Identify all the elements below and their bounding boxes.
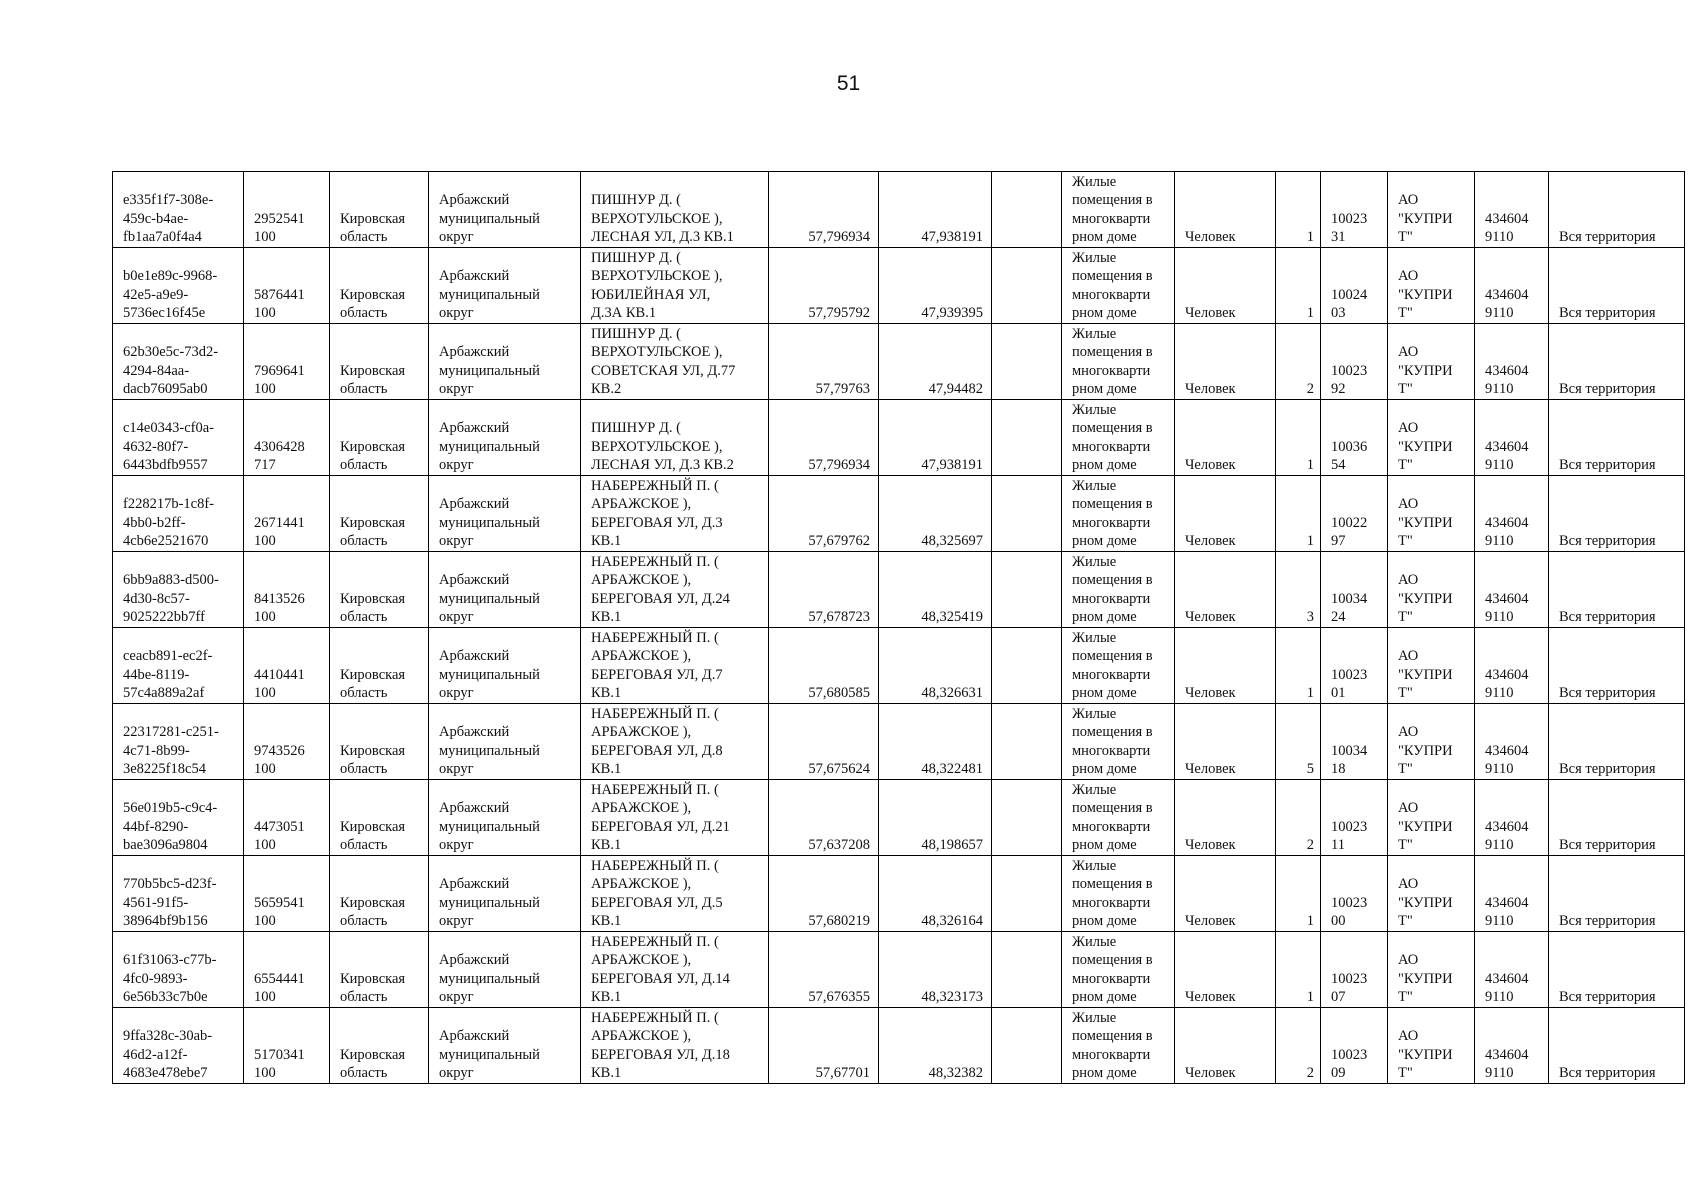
region-cell: Кировская область	[330, 324, 429, 400]
empty-cell	[992, 932, 1062, 1008]
count-cell: 2	[1276, 324, 1321, 400]
count-cell: 1	[1276, 172, 1321, 248]
code-cell: 4306428 717	[244, 400, 330, 476]
district-cell: Арбажский муниципальный округ	[429, 248, 581, 324]
district-cell: Арбажский муниципальный округ	[429, 1008, 581, 1084]
count-cell: 5	[1276, 704, 1321, 780]
object-type-cell: Жилые помещения в многокварти рном доме	[1062, 324, 1175, 400]
code2-cell: 10023 07	[1321, 932, 1388, 1008]
region-cell: Кировская область	[330, 552, 429, 628]
record-id-cell: c14e0343-cf0a- 4632-80f7- 6443bdfb9557	[113, 400, 244, 476]
region-cell: Кировская область	[330, 476, 429, 552]
latitude-cell: 57,679762	[769, 476, 879, 552]
record-id-cell: b0e1e89c-9968- 42e5-a9e9- 5736ec16f45e	[113, 248, 244, 324]
page-number: 51	[836, 72, 861, 95]
record-id-cell: e335f1f7-308e- 459c-b4ae- fb1aa7a0f4a4	[113, 172, 244, 248]
region-cell: Кировская область	[330, 932, 429, 1008]
count-cell: 3	[1276, 552, 1321, 628]
unit-cell: Человек	[1175, 780, 1276, 856]
inn-cell: 434604 9110	[1475, 324, 1549, 400]
longitude-cell: 48,323173	[879, 932, 992, 1008]
empty-cell	[992, 552, 1062, 628]
table-row	[113, 1008, 1685, 1084]
object-type-cell: Жилые помещения в многокварти рном доме	[1062, 172, 1175, 248]
code2-cell: 10034 18	[1321, 704, 1388, 780]
address-cell: НАБЕРЕЖНЫЙ П. ( АРБАЖСКОЕ ), БЕРЕГОВАЯ УЛ, Д.14 КВ.1	[581, 932, 769, 1008]
district-cell: Арбажский муниципальный округ	[429, 324, 581, 400]
code2-cell: 10023 09	[1321, 1008, 1388, 1084]
unit-cell: Человек	[1175, 552, 1276, 628]
territory-cell: Вся территория	[1549, 324, 1685, 400]
region-cell: Кировская область	[330, 780, 429, 856]
object-type-cell: Жилые помещения в многокварти рном доме	[1062, 400, 1175, 476]
operator-cell: АО "КУПРИ Т"	[1388, 628, 1475, 704]
longitude-cell: 48,326631	[879, 628, 992, 704]
code-cell: 2671441 100	[244, 476, 330, 552]
code2-cell: 10023 11	[1321, 780, 1388, 856]
register-table	[112, 171, 1685, 1084]
territory-cell: Вся территория	[1549, 400, 1685, 476]
longitude-cell: 48,325419	[879, 552, 992, 628]
region-cell: Кировская область	[330, 400, 429, 476]
empty-cell	[992, 780, 1062, 856]
code-cell: 5170341 100	[244, 1008, 330, 1084]
record-id-cell: 9ffa328c-30ab- 46d2-a12f- 4683e478ebe7	[113, 1008, 244, 1084]
district-cell: Арбажский муниципальный округ	[429, 932, 581, 1008]
territory-cell: Вся территория	[1549, 248, 1685, 324]
table-row	[113, 172, 1685, 248]
unit-cell: Человек	[1175, 172, 1276, 248]
address-cell: ПИШНУР Д. ( ВЕРХОТУЛЬСКОЕ ), ЛЕСНАЯ УЛ, Д.3 КВ.1	[581, 172, 769, 248]
district-cell: Арбажский муниципальный округ	[429, 780, 581, 856]
territory-cell: Вся территория	[1549, 704, 1685, 780]
operator-cell: АО "КУПРИ Т"	[1388, 476, 1475, 552]
code-cell: 5876441 100	[244, 248, 330, 324]
record-id-cell: 770b5bc5-d23f- 4561-91f5- 38964bf9b156	[113, 856, 244, 932]
table-row	[113, 248, 1685, 324]
operator-cell: АО "КУПРИ Т"	[1388, 400, 1475, 476]
address-cell: НАБЕРЕЖНЫЙ П. ( АРБАЖСКОЕ ), БЕРЕГОВАЯ УЛ, Д.18 КВ.1	[581, 1008, 769, 1084]
latitude-cell: 57,796934	[769, 400, 879, 476]
latitude-cell: 57,680219	[769, 856, 879, 932]
empty-cell	[992, 704, 1062, 780]
code2-cell: 10023 31	[1321, 172, 1388, 248]
unit-cell: Человек	[1175, 248, 1276, 324]
record-id-cell: 61f31063-c77b- 4fc0-9893- 6e56b33c7b0e	[113, 932, 244, 1008]
operator-cell: АО "КУПРИ Т"	[1388, 856, 1475, 932]
unit-cell: Человек	[1175, 932, 1276, 1008]
inn-cell: 434604 9110	[1475, 1008, 1549, 1084]
record-id-cell: 6bb9a883-d500- 4d30-8c57- 9025222bb7ff	[113, 552, 244, 628]
district-cell: Арбажский муниципальный округ	[429, 704, 581, 780]
code2-cell: 10023 01	[1321, 628, 1388, 704]
code2-cell: 10023 92	[1321, 324, 1388, 400]
unit-cell: Человек	[1175, 476, 1276, 552]
record-id-cell: 56e019b5-c9c4- 44bf-8290- bae3096a9804	[113, 780, 244, 856]
code-cell: 8413526 100	[244, 552, 330, 628]
district-cell: Арбажский муниципальный округ	[429, 476, 581, 552]
inn-cell: 434604 9110	[1475, 476, 1549, 552]
code-cell: 9743526 100	[244, 704, 330, 780]
unit-cell: Человек	[1175, 856, 1276, 932]
latitude-cell: 57,67701	[769, 1008, 879, 1084]
record-id-cell: 62b30e5c-73d2- 4294-84aa- dacb76095ab0	[113, 324, 244, 400]
unit-cell: Человек	[1175, 324, 1276, 400]
unit-cell: Человек	[1175, 1008, 1276, 1084]
territory-cell: Вся территория	[1549, 1008, 1685, 1084]
address-cell: НАБЕРЕЖНЫЙ П. ( АРБАЖСКОЕ ), БЕРЕГОВАЯ УЛ, Д.8 КВ.1	[581, 704, 769, 780]
object-type-cell: Жилые помещения в многокварти рном доме	[1062, 932, 1175, 1008]
longitude-cell: 48,322481	[879, 704, 992, 780]
empty-cell	[992, 476, 1062, 552]
territory-cell: Вся территория	[1549, 476, 1685, 552]
territory-cell: Вся территория	[1549, 856, 1685, 932]
longitude-cell: 48,325697	[879, 476, 992, 552]
latitude-cell: 57,795792	[769, 248, 879, 324]
code2-cell: 10024 03	[1321, 248, 1388, 324]
object-type-cell: Жилые помещения в многокварти рном доме	[1062, 248, 1175, 324]
region-cell: Кировская область	[330, 704, 429, 780]
latitude-cell: 57,675624	[769, 704, 879, 780]
inn-cell: 434604 9110	[1475, 704, 1549, 780]
operator-cell: АО "КУПРИ Т"	[1388, 324, 1475, 400]
table-row	[113, 400, 1685, 476]
address-cell: НАБЕРЕЖНЫЙ П. ( АРБАЖСКОЕ ), БЕРЕГОВАЯ УЛ, Д.3 КВ.1	[581, 476, 769, 552]
table-row	[113, 324, 1685, 400]
address-cell: НАБЕРЕЖНЫЙ П. ( АРБАЖСКОЕ ), БЕРЕГОВАЯ УЛ, Д.24 КВ.1	[581, 552, 769, 628]
address-cell: НАБЕРЕЖНЫЙ П. ( АРБАЖСКОЕ ), БЕРЕГОВАЯ УЛ, Д.7 КВ.1	[581, 628, 769, 704]
empty-cell	[992, 248, 1062, 324]
table-row	[113, 780, 1685, 856]
object-type-cell: Жилые помещения в многокварти рном доме	[1062, 704, 1175, 780]
region-cell: Кировская область	[330, 856, 429, 932]
empty-cell	[992, 172, 1062, 248]
latitude-cell: 57,676355	[769, 932, 879, 1008]
code2-cell: 10022 97	[1321, 476, 1388, 552]
address-cell: НАБЕРЕЖНЫЙ П. ( АРБАЖСКОЕ ), БЕРЕГОВАЯ УЛ, Д.21 КВ.1	[581, 780, 769, 856]
longitude-cell: 47,938191	[879, 400, 992, 476]
count-cell: 1	[1276, 856, 1321, 932]
latitude-cell: 57,678723	[769, 552, 879, 628]
region-cell: Кировская область	[330, 628, 429, 704]
latitude-cell: 57,637208	[769, 780, 879, 856]
territory-cell: Вся территория	[1549, 628, 1685, 704]
record-id-cell: ceacb891-ec2f- 44be-8119- 57c4a889a2af	[113, 628, 244, 704]
code2-cell: 10034 24	[1321, 552, 1388, 628]
unit-cell: Человек	[1175, 400, 1276, 476]
code2-cell: 10023 00	[1321, 856, 1388, 932]
inn-cell: 434604 9110	[1475, 400, 1549, 476]
count-cell: 1	[1276, 248, 1321, 324]
latitude-cell: 57,79763	[769, 324, 879, 400]
unit-cell: Человек	[1175, 628, 1276, 704]
district-cell: Арбажский муниципальный округ	[429, 552, 581, 628]
empty-cell	[992, 400, 1062, 476]
operator-cell: АО "КУПРИ Т"	[1388, 1008, 1475, 1084]
code-cell: 4473051 100	[244, 780, 330, 856]
table-row	[113, 476, 1685, 552]
code-cell: 4410441 100	[244, 628, 330, 704]
record-id-cell: 22317281-c251- 4c71-8b99- 3e8225f18c54	[113, 704, 244, 780]
object-type-cell: Жилые помещения в многокварти рном доме	[1062, 780, 1175, 856]
district-cell: Арбажский муниципальный округ	[429, 628, 581, 704]
longitude-cell: 48,198657	[879, 780, 992, 856]
inn-cell: 434604 9110	[1475, 932, 1549, 1008]
longitude-cell: 48,32382	[879, 1008, 992, 1084]
code-cell: 2952541 100	[244, 172, 330, 248]
code-cell: 6554441 100	[244, 932, 330, 1008]
operator-cell: АО "КУПРИ Т"	[1388, 780, 1475, 856]
code-cell: 7969641 100	[244, 324, 330, 400]
region-cell: Кировская область	[330, 1008, 429, 1084]
unit-cell: Человек	[1175, 704, 1276, 780]
object-type-cell: Жилые помещения в многокварти рном доме	[1062, 628, 1175, 704]
address-cell: ПИШНУР Д. ( ВЕРХОТУЛЬСКОЕ ), СОВЕТСКАЯ УЛ, Д.77 КВ.2	[581, 324, 769, 400]
object-type-cell: Жилые помещения в многокварти рном доме	[1062, 856, 1175, 932]
longitude-cell: 47,938191	[879, 172, 992, 248]
empty-cell	[992, 1008, 1062, 1084]
operator-cell: АО "КУПРИ Т"	[1388, 704, 1475, 780]
region-cell: Кировская область	[330, 172, 429, 248]
territory-cell: Вся территория	[1549, 932, 1685, 1008]
district-cell: Арбажский муниципальный округ	[429, 856, 581, 932]
region-cell: Кировская область	[330, 248, 429, 324]
territory-cell: Вся территория	[1549, 780, 1685, 856]
address-cell: ПИШНУР Д. ( ВЕРХОТУЛЬСКОЕ ), ЮБИЛЕЙНАЯ УЛ, Д.3А КВ.1	[581, 248, 769, 324]
code-cell: 5659541 100	[244, 856, 330, 932]
operator-cell: АО "КУПРИ Т"	[1388, 932, 1475, 1008]
latitude-cell: 57,796934	[769, 172, 879, 248]
operator-cell: АО "КУПРИ Т"	[1388, 552, 1475, 628]
object-type-cell: Жилые помещения в многокварти рном доме	[1062, 476, 1175, 552]
count-cell: 2	[1276, 1008, 1321, 1084]
empty-cell	[992, 324, 1062, 400]
object-type-cell: Жилые помещения в многокварти рном доме	[1062, 552, 1175, 628]
latitude-cell: 57,680585	[769, 628, 879, 704]
table-row	[113, 856, 1685, 932]
table-row	[113, 552, 1685, 628]
table-row	[113, 932, 1685, 1008]
longitude-cell: 48,326164	[879, 856, 992, 932]
address-cell: НАБЕРЕЖНЫЙ П. ( АРБАЖСКОЕ ), БЕРЕГОВАЯ УЛ, Д.5 КВ.1	[581, 856, 769, 932]
inn-cell: 434604 9110	[1475, 856, 1549, 932]
table-row	[113, 628, 1685, 704]
empty-cell	[992, 628, 1062, 704]
inn-cell: 434604 9110	[1475, 552, 1549, 628]
inn-cell: 434604 9110	[1475, 628, 1549, 704]
inn-cell: 434604 9110	[1475, 172, 1549, 248]
territory-cell: Вся территория	[1549, 172, 1685, 248]
count-cell: 1	[1276, 400, 1321, 476]
record-id-cell: f228217b-1c8f- 4bb0-b2ff- 4cb6e2521670	[113, 476, 244, 552]
count-cell: 1	[1276, 932, 1321, 1008]
longitude-cell: 47,939395	[879, 248, 992, 324]
register-body	[113, 172, 1685, 1084]
count-cell: 1	[1276, 476, 1321, 552]
count-cell: 1	[1276, 628, 1321, 704]
object-type-cell: Жилые помещения в многокварти рном доме	[1062, 1008, 1175, 1084]
address-cell: ПИШНУР Д. ( ВЕРХОТУЛЬСКОЕ ), ЛЕСНАЯ УЛ, Д.3 КВ.2	[581, 400, 769, 476]
code2-cell: 10036 54	[1321, 400, 1388, 476]
district-cell: Арбажский муниципальный округ	[429, 400, 581, 476]
inn-cell: 434604 9110	[1475, 248, 1549, 324]
inn-cell: 434604 9110	[1475, 780, 1549, 856]
table-row	[113, 704, 1685, 780]
operator-cell: АО "КУПРИ Т"	[1388, 248, 1475, 324]
operator-cell: АО "КУПРИ Т"	[1388, 172, 1475, 248]
count-cell: 2	[1276, 780, 1321, 856]
territory-cell: Вся территория	[1549, 552, 1685, 628]
longitude-cell: 47,94482	[879, 324, 992, 400]
empty-cell	[992, 856, 1062, 932]
district-cell: Арбажский муниципальный округ	[429, 172, 581, 248]
